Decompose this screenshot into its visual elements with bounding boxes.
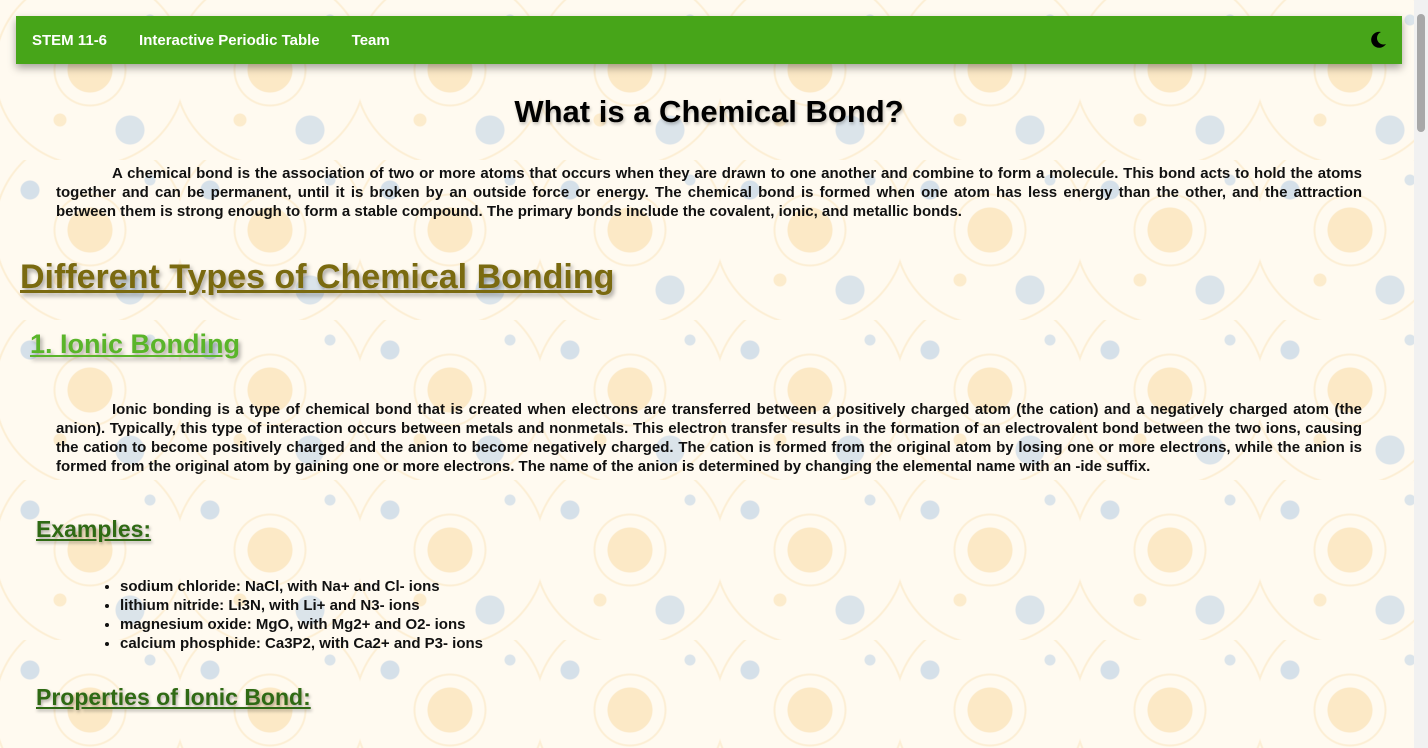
scrollbar-thumb[interactable] <box>1417 14 1425 132</box>
properties-heading: Properties of Ionic Bond: <box>36 684 311 710</box>
ionic-description: Ionic bonding is a type of chemical bond that is created when electrons are transferred between a positively charged atom (the cation) and a negatively charged atom (the anion). Typically, this type of interaction occurs between metals and nonmetals. This electron transfer results in the formation of an electrovalent bond between the two ions, causing the cation to become positively charged and the anion to become negatively charged. The cation is formed from the original atom by losing one or more electrons, while the anion is formed from the original atom by gaining one or more electrons. The name of the anion is determined by changing the elemental name with an -ide suffix. <box>56 401 1362 475</box>
page-scrollbar[interactable] <box>1414 0 1428 748</box>
nav-team-link[interactable]: Team <box>351 31 390 49</box>
list-item: • lithium nitride: Li3N, with Li+ and N3- ions <box>120 596 483 615</box>
ionic-bonding-heading: 1. Ionic Bonding <box>30 329 240 359</box>
list-item: • calcium phosphide: Ca3P2, with Ca2+ and P3- ions <box>120 634 483 653</box>
examples-list <box>100 577 483 653</box>
page-title: What is a Chemical Bond? <box>514 94 904 129</box>
intro-paragraph: A chemical bond is the association of two or more atoms that occurs when they are drawn to one another and combine to form a molecule. This bond acts to hold the atoms together and can be permanent, until it is broken by an outside force or energy. The chemical bond is formed when one atom has less energy than the other, and the attraction between them is strong enough to form a stable compound. The primary bonds include the covalent, ionic, and metallic bonds. <box>56 165 1362 220</box>
nav-brand-link[interactable]: STEM 11-6 <box>32 31 108 49</box>
list-item: • magnesium oxide: MgO, with Mg2+ and O2- ions <box>120 615 483 634</box>
nav-periodic-table-link[interactable]: Interactive Periodic Table <box>139 31 320 49</box>
top-navbar <box>16 16 1402 64</box>
examples-heading: Examples: <box>36 516 152 542</box>
types-heading: Different Types of Chemical Bonding <box>20 258 615 296</box>
moon-icon[interactable] <box>1368 30 1388 50</box>
list-item: • sodium chloride: NaCl, with Na+ and Cl- ions <box>120 577 483 596</box>
